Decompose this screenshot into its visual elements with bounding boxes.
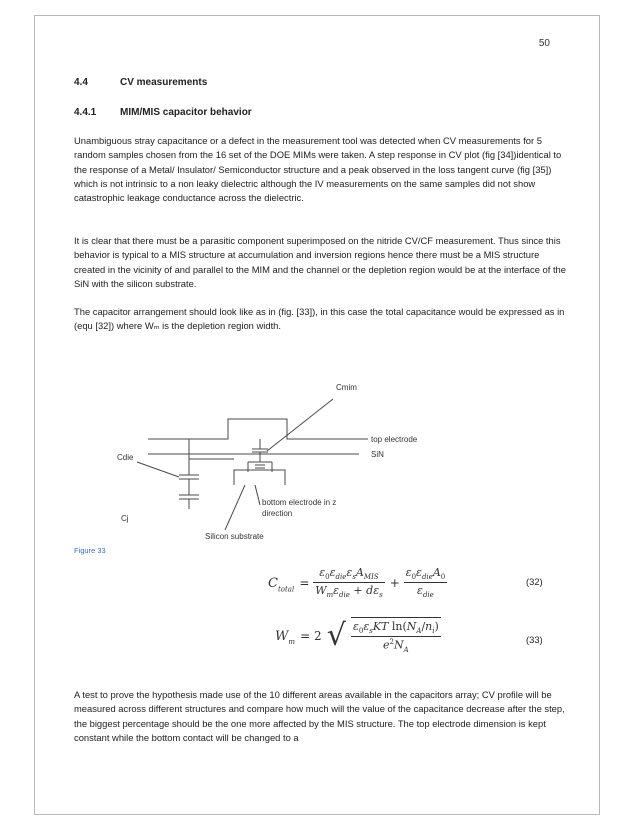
page-number: 50 bbox=[538, 38, 550, 49]
equation-32: $C_{total}$ = $\frac{\varepsilon_0\varepsilon_{die}\varepsilon_sA_{MIS}}{W_m\varepsilon_{die} + d\varepsilon_s}$ + $\frac{\varepsilon_0\varepsilon_{die}A_0}{\varepsilon_{die}}$ bbox=[268, 566, 446, 600]
label-bottom-electrode-1: bottom electrode in z bbox=[262, 498, 337, 507]
subsection-title: MIM/MIS capacitor behavior bbox=[120, 107, 252, 118]
paragraph-1: Unambiguous stray capacitance or a defect in the measurement tool was detected when CV measurements for 5 random samples chosen from the 16 set of the DOE MIMs were taken. A step response in CV plot (fig [34])identical to the response of a Metal/ Insulator/ Semiconductor structure and a peak observed in the loss tangent curve (fig [35]) which is not intrinsic to a non leaky dielectric although the IV measurements on the same samples did not show catastrophic leakage conductance across the dielectric. bbox=[74, 135, 562, 204]
subsection-number: 4.4.1 bbox=[74, 107, 97, 118]
equation-33: $W_m = 2$ √ $\frac{\varepsilon_0\varepsilon_sKT \ln(N_A/n_i)}{e^2N_A}$ bbox=[275, 618, 439, 655]
section-title: CV measurements bbox=[120, 77, 208, 88]
figure-33 bbox=[115, 355, 465, 545]
label-cdie: Cdie bbox=[117, 453, 134, 462]
paragraph-3: The capacitor arrangement should look like as in (fig. [33]), in this case the total capacitance would be expressed as in (equ [32]) where Wₘ is the depletion region width. bbox=[74, 306, 565, 332]
label-bottom-electrode-2: direction bbox=[262, 509, 293, 518]
section-heading bbox=[74, 77, 207, 88]
equation-33-number: (33) bbox=[526, 634, 543, 645]
section-number: 4.4 bbox=[74, 77, 88, 88]
label-top-electrode: top electrode bbox=[371, 435, 418, 444]
paragraph-2: It is clear that there must be a parasitic component superimposed on the nitride CV/CF measurement. Thus since this behavior is typical to a MIS structure at accumulation and inversion regions hence there must be a MIS structure created in the vicinity of and parallel to the MIM and the channel or the depletion region would be at the interface of the SiN with the silicon substrate. bbox=[74, 235, 566, 289]
paragraph-4: A test to prove the hypothesis made use of the 10 different areas available in the capacitors array; CV profile will be measured across different structures and compare how much will the value of the capacitance decrease after the step, the biggest percentage should be the one more affected by the MIS structure. The top electrode dimension is kept constant while the bottom contact will be changed to a bbox=[74, 689, 565, 743]
label-sin: SiN bbox=[371, 450, 384, 459]
label-cj: Cj bbox=[121, 514, 129, 523]
label-cmim: Cmim bbox=[336, 383, 357, 392]
label-silicon-substrate: Silicon substrate bbox=[205, 532, 264, 541]
equation-32-number: (32) bbox=[526, 576, 543, 587]
capacitor-diagram bbox=[115, 355, 465, 545]
subsection-heading bbox=[74, 107, 252, 118]
figure-caption: Figure 33 bbox=[74, 546, 106, 555]
